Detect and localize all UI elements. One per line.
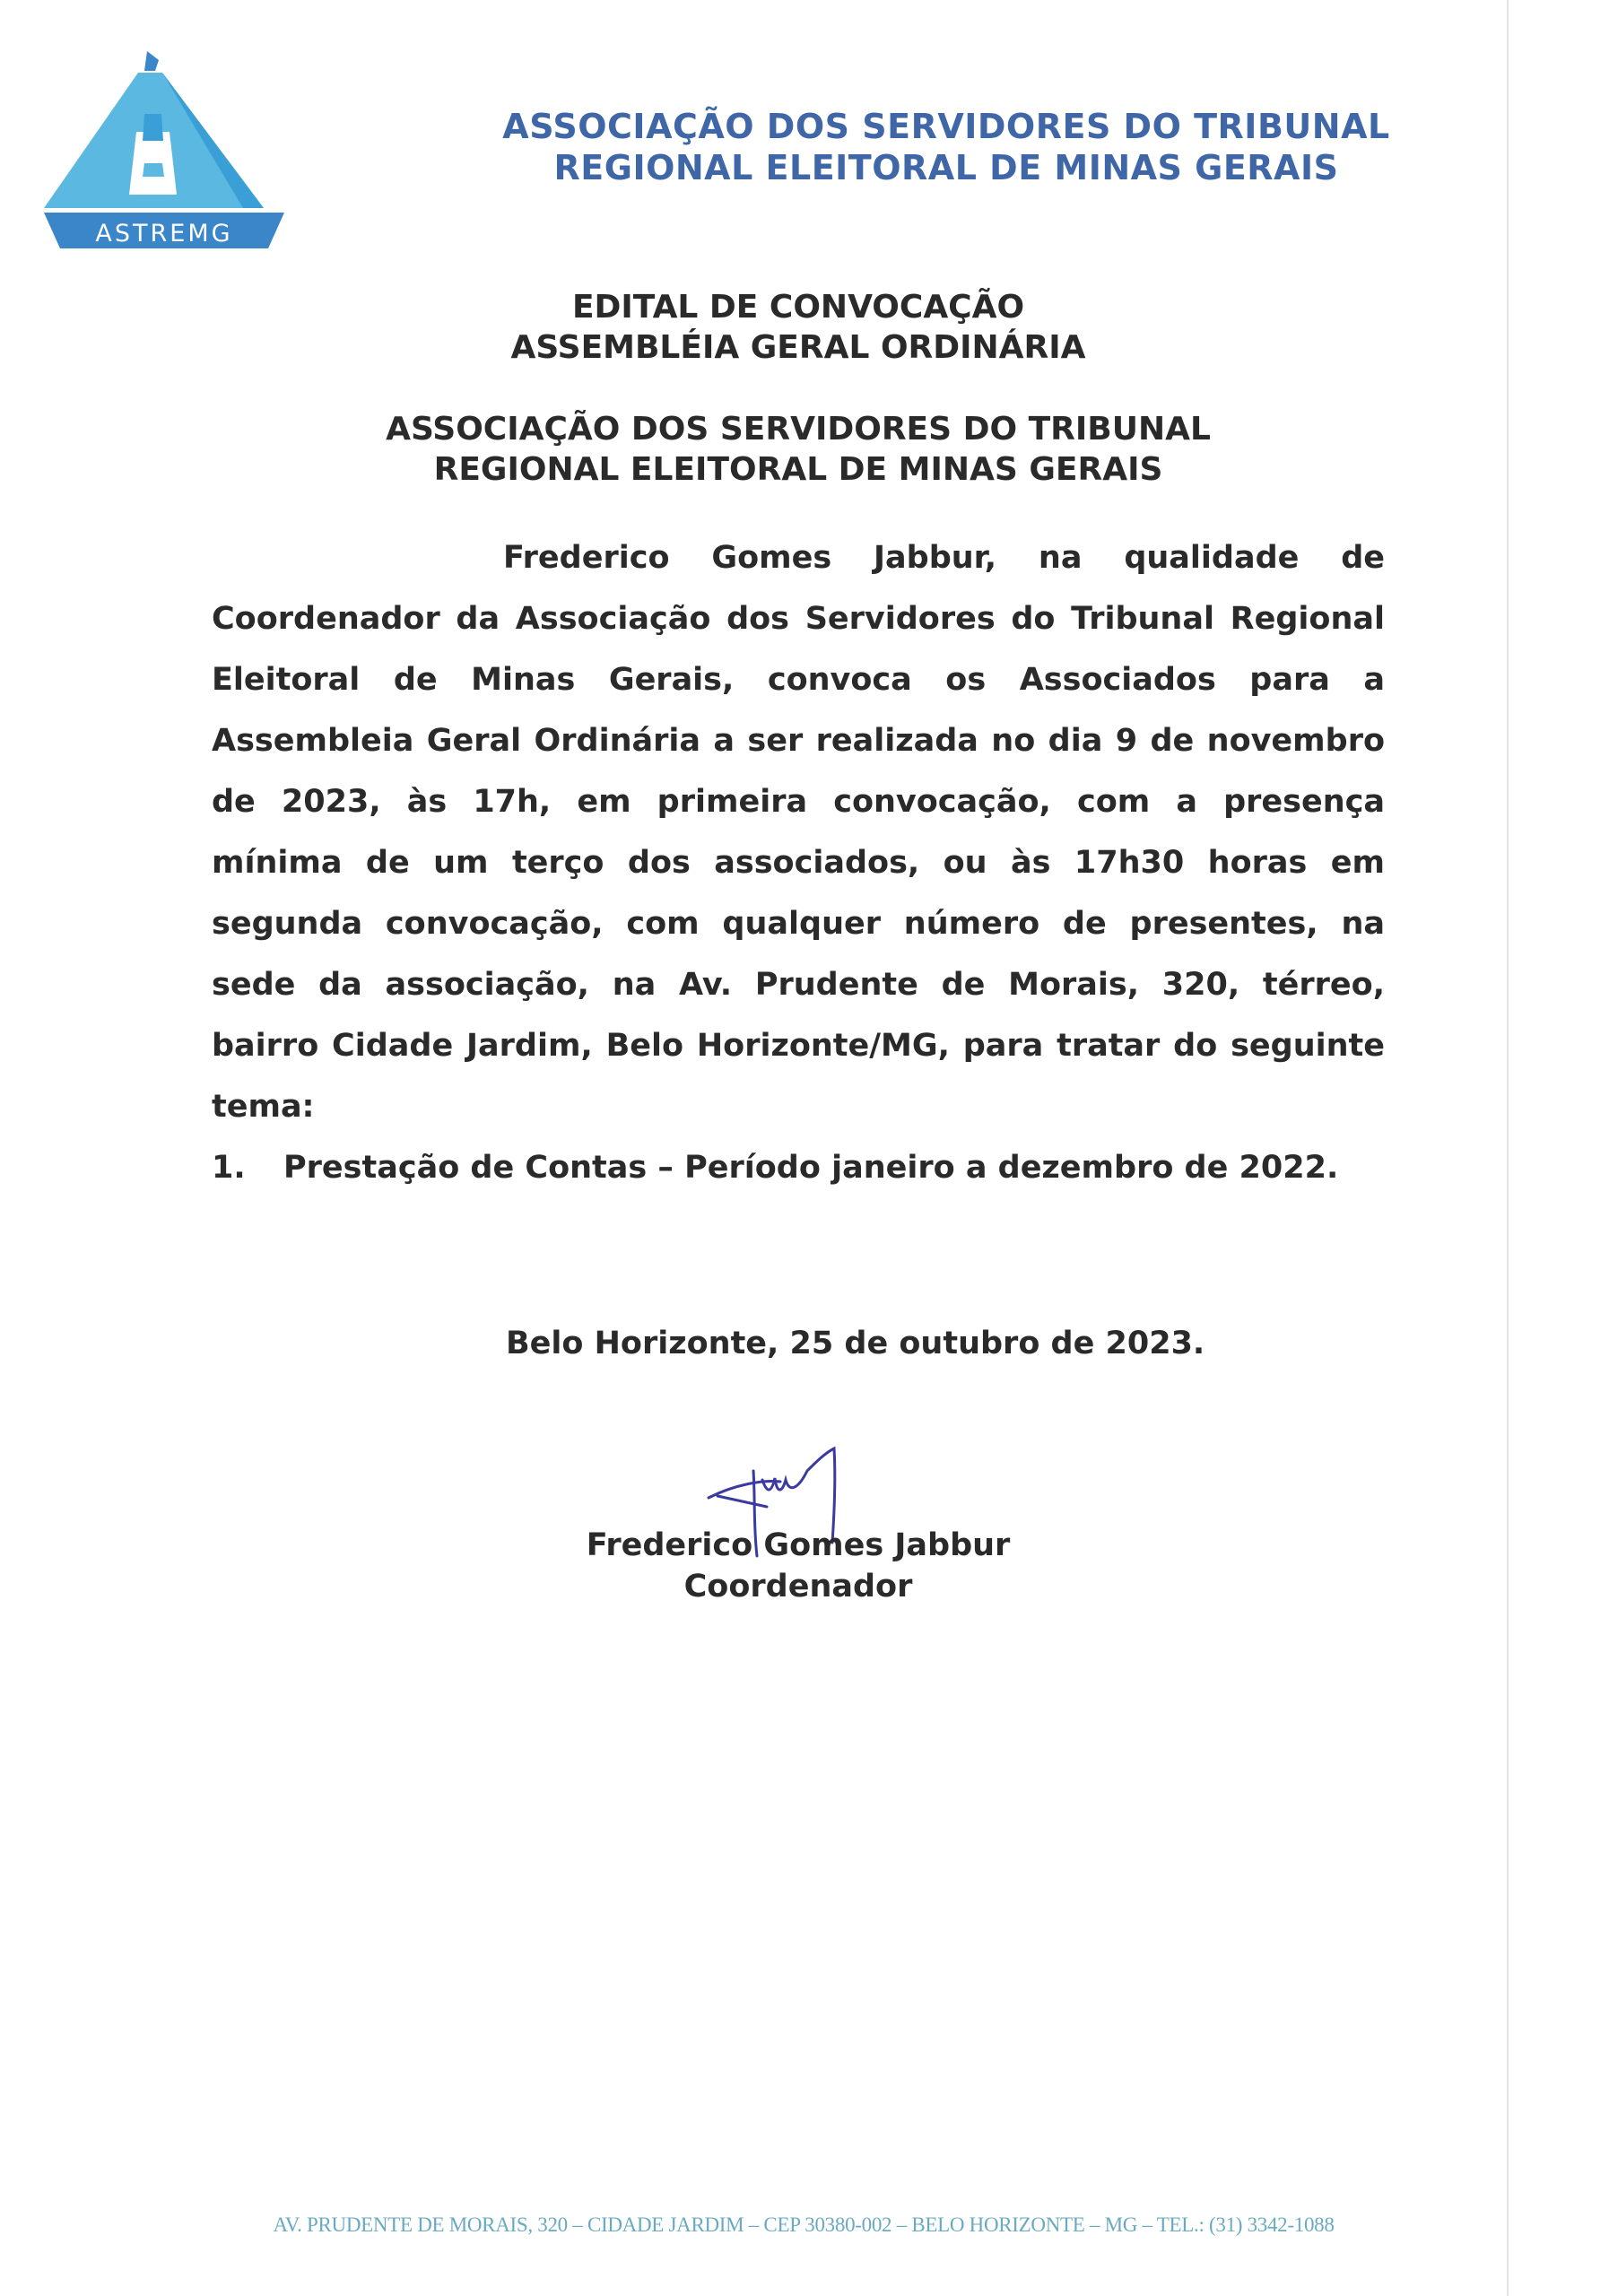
agenda-item [212, 1137, 1385, 1198]
document-subtitle [212, 409, 1385, 490]
astremg-logo [44, 51, 286, 250]
document-title [212, 287, 1385, 368]
org-line-1: ASSOCIAÇÃO DOS SERVIDORES DO TRIBUNAL [502, 107, 1390, 146]
subtitle-line-1: ASSOCIAÇÃO DOS SERVIDORES DO TRIBUNAL [386, 411, 1211, 448]
signer-role: Coordenador [683, 1569, 913, 1605]
organization-header [502, 106, 1390, 188]
convocation-paragraph: Frederico Gomes Jabbur, na qualidade de Coordenador da Associação dos Servidores do Tribunal Regional Eleitoral de Minas Gerais, convoca os Associados para a Assembleia Geral Ordinária a ser realizada no dia 9 de novembro de 2023, às 17h, em primeira convocação, com a presença mínima de um terço dos associados, ou às 17h30 horas em segunda convocação, com qualquer número de presentes, na sede da associação, na Av. Prudente de Morais, 320, térreo, bairro Cidade Jardim, Belo Horizonte/MG, para tratar do seguinte tema: [212, 540, 1385, 1125]
document-date: Belo Horizonte, 25 de outubro de 2023. [506, 1326, 1205, 1361]
org-line-2: REGIONAL ELEITORAL DE MINAS GERAIS [553, 148, 1339, 187]
title-line-2: ASSEMBLÉIA GERAL ORDINÁRIA [510, 329, 1086, 366]
svg-text:ASTREMG: ASTREMG [95, 220, 233, 248]
title-line-1: EDITAL DE CONVOCAÇÃO [571, 289, 1025, 326]
subtitle-line-2: REGIONAL ELEITORAL DE MINAS GERAIS [433, 451, 1163, 488]
agenda-item-text: Prestação de Contas – Período janeiro a dezembro de 2022. [283, 1150, 1339, 1186]
footer-address: AV. PRUDENTE DE MORAIS, 320 – CIDADE JARDIM – CEP 30380-002 – BELO HORIZONTE – MG – TEL.: (31) 3342-1088 [273, 2213, 1335, 2236]
convocation-body [212, 527, 1385, 1198]
page-edge-line [1507, 0, 1509, 2296]
agenda-item-number: 1. [212, 1150, 246, 1186]
signer-name: Frederico Gomes Jabbur [586, 1527, 1011, 1563]
signature-block [502, 1525, 1094, 1607]
